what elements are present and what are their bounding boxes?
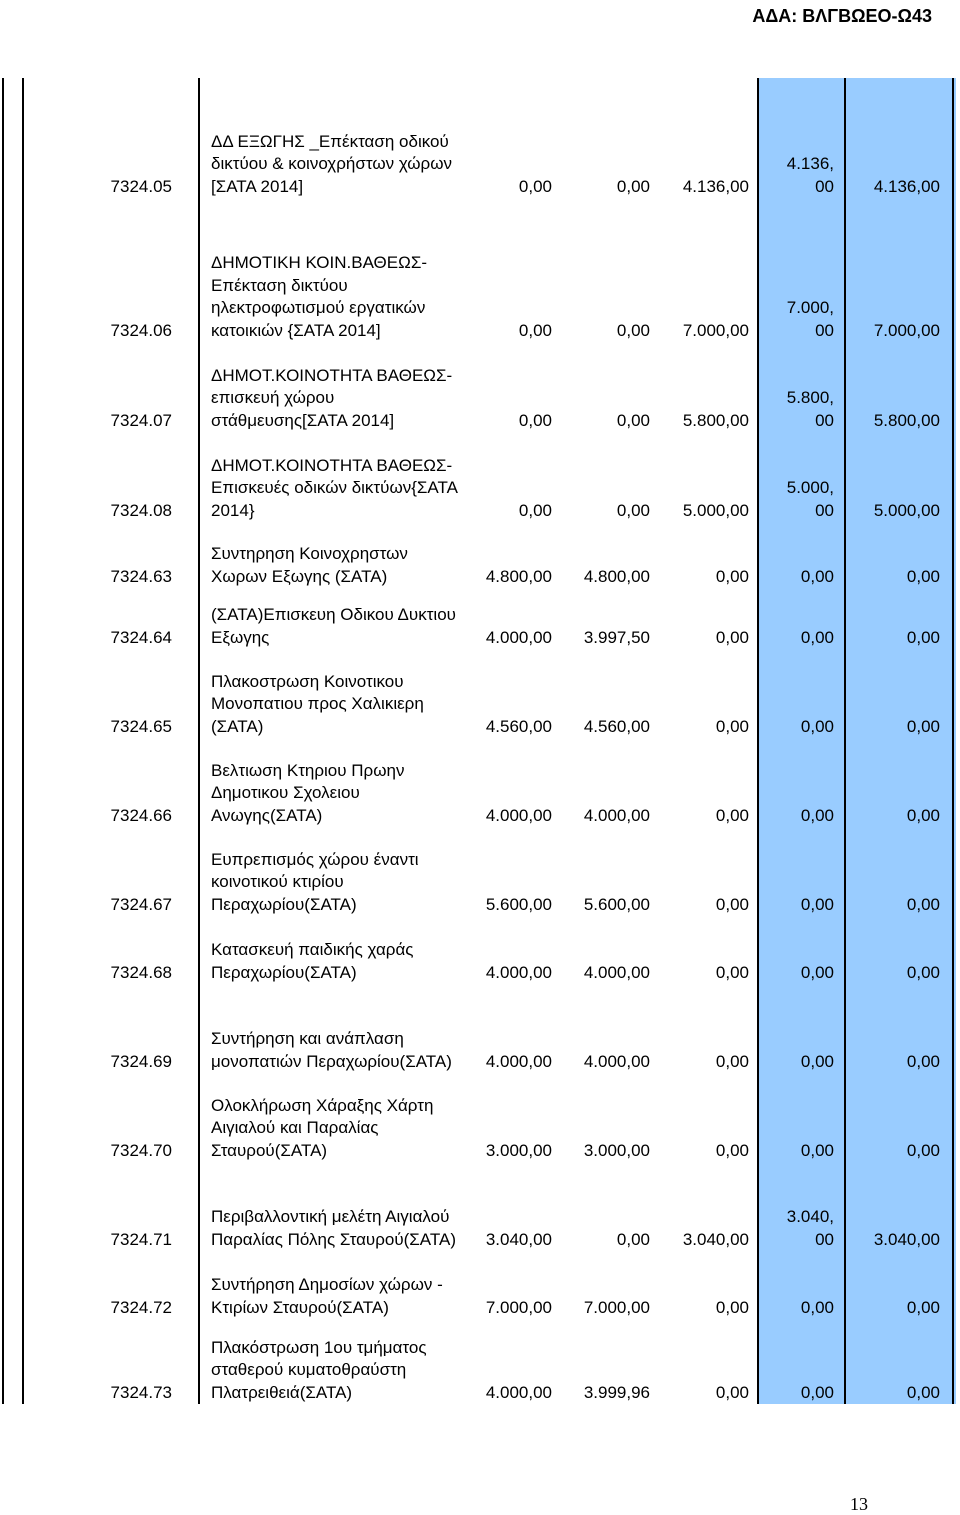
row-value-5: 0,00: [906, 962, 940, 982]
row-description: (ΣΑΤΑ)Επισκευη Οδικου Δυκτιου Εξωγης: [211, 605, 456, 647]
row-value-2: 0,00: [616, 176, 650, 196]
row-code: 7324.69: [110, 1051, 172, 1071]
row-value-1: 0,00: [518, 410, 552, 430]
row-value-3: 4.136,00: [682, 176, 749, 196]
row-value-1: 5.600,00: [485, 894, 552, 914]
row-value-1: 4.000,00: [485, 627, 552, 647]
table-row: [0, 827, 956, 916]
row-description: Κατασκευή παιδικής χαράς Περαχωρίου(ΣΑΤΑ): [211, 940, 414, 982]
row-value-1: 3.040,00: [485, 1229, 552, 1249]
row-value-3: 0,00: [715, 1382, 749, 1402]
table-row: [0, 198, 956, 342]
row-code: 7324.68: [110, 962, 172, 982]
row-value-1: 3.000,00: [485, 1140, 552, 1160]
row-value-5: 0,00: [906, 1051, 940, 1071]
page-number: 13: [850, 1494, 868, 1514]
table-row: [0, 1162, 956, 1251]
table-row: [0, 738, 956, 827]
table-row: [0, 522, 956, 588]
row-value-4: 5.000, 00: [786, 478, 834, 520]
row-code: 7324.06: [110, 320, 172, 340]
table-row: [0, 1073, 956, 1162]
row-description: Συντηρηση Κοινοχρηστων Χωρων Εξωγης (ΣΑΤΑ): [211, 544, 408, 586]
row-value-2: 0,00: [616, 1229, 650, 1249]
row-description: Πλακόστρωση 1ου τμήματος σταθερού κυματοθραύστη Πλατρειθειά(ΣΑΤΑ): [211, 1337, 427, 1402]
row-description: Συντήρηση Δημοσίων χώρων - Κτιρίων Σταυρού(ΣΑΤΑ): [211, 1275, 443, 1317]
row-code: 7324.05: [110, 176, 172, 196]
row-value-3: 0,00: [715, 805, 749, 825]
row-description: Ολοκλήρωση Χάραξης Χάρτη Αιγιαλού και Παραλίας Σταυρού(ΣΑΤΑ): [211, 1095, 434, 1160]
row-description: Συντήρηση και ανάπλαση μονοπατιών Περαχωρίου(ΣΑΤΑ): [211, 1029, 452, 1071]
row-value-3: 5.000,00: [682, 500, 749, 520]
row-value-4: 3.040, 00: [786, 1207, 834, 1249]
row-value-5: 0,00: [906, 894, 940, 914]
row-value-4: 0,00: [800, 566, 834, 586]
row-value-1: 0,00: [518, 500, 552, 520]
row-value-5: 0,00: [906, 1140, 940, 1160]
table-row: [0, 432, 956, 522]
table-row: [0, 342, 956, 432]
row-description: Ευπρεπισμός χώρου έναντι κοινοτικού κτιρίου Περαχωρίου(ΣΑΤΑ): [211, 849, 419, 914]
table-row: [0, 1251, 956, 1319]
row-value-2: 5.600,00: [583, 894, 650, 914]
row-description: Περιβαλλοντική μελέτη Αιγιαλού Παραλίας Πόλης Σταυρού(ΣΑΤΑ): [211, 1207, 456, 1249]
row-value-5: 5.800,00: [873, 410, 940, 430]
row-code: 7324.65: [110, 716, 172, 736]
row-value-2: 4.000,00: [583, 962, 650, 982]
row-code: 7324.73: [110, 1382, 172, 1402]
row-value-1: 4.000,00: [485, 805, 552, 825]
row-description: Βελτιωση Κτηριου Πρωην Δημοτικου Σχολειου Ανωγης(ΣΑΤΑ): [211, 760, 405, 825]
row-value-4: 0,00: [800, 716, 834, 736]
row-value-3: 5.800,00: [682, 410, 749, 430]
row-value-1: 4.560,00: [485, 716, 552, 736]
row-value-5: 0,00: [906, 1382, 940, 1402]
row-value-2: 4.800,00: [583, 566, 650, 586]
row-value-2: 0,00: [616, 410, 650, 430]
row-value-1: 4.800,00: [485, 566, 552, 586]
row-value-4: 0,00: [800, 1051, 834, 1071]
row-value-2: 0,00: [616, 320, 650, 340]
row-value-2: 7.000,00: [583, 1297, 650, 1317]
row-value-1: 0,00: [518, 176, 552, 196]
table-row: [0, 649, 956, 738]
row-description: ΔΗΜΟΤ.ΚΟΙΝΟΤΗΤΑ ΒΑΘΕΩΣ- Επισκευές οδικών δικτύων{ΣΑΤΑ 2014}: [211, 455, 458, 520]
row-description: ΔΗΜΟΤΙΚΗ ΚΟΙΝ.ΒΑΘΕΩΣ- Επέκταση δικτύου ηλεκτροφωτισμού εργατικών κατοικιών {ΣΑΤΑ 2014]: [211, 253, 427, 340]
row-value-4: 0,00: [800, 1382, 834, 1402]
row-code: 7324.63: [110, 566, 172, 586]
row-value-4: 0,00: [800, 1140, 834, 1160]
row-code: 7324.64: [110, 627, 172, 647]
row-value-5: 5.000,00: [873, 500, 940, 520]
row-value-2: 4.000,00: [583, 1051, 650, 1071]
budget-table: [0, 78, 956, 1404]
row-value-4: 0,00: [800, 962, 834, 982]
table-row: [0, 588, 956, 649]
row-code: 7324.66: [110, 805, 172, 825]
row-value-3: 0,00: [715, 627, 749, 647]
row-value-4: 0,00: [800, 805, 834, 825]
row-value-2: 3.999,96: [583, 1382, 650, 1402]
row-value-5: 4.136,00: [873, 176, 940, 196]
row-value-5: 3.040,00: [873, 1229, 940, 1249]
row-code: 7324.71: [110, 1229, 172, 1249]
row-value-3: 0,00: [715, 894, 749, 914]
row-value-4: 4.136, 00: [786, 154, 834, 196]
row-value-3: 0,00: [715, 1051, 749, 1071]
row-value-2: 0,00: [616, 500, 650, 520]
row-value-1: 0,00: [518, 320, 552, 340]
row-value-4: 0,00: [800, 627, 834, 647]
ada-code: ΑΔΑ: ΒΛΓΒΩΕΟ-Ω43: [752, 6, 932, 26]
row-value-2: 3.000,00: [583, 1140, 650, 1160]
row-value-3: 3.040,00: [682, 1229, 749, 1249]
row-description: ΔΗΜΟΤ.ΚΟΙΝΟΤΗΤΑ ΒΑΘΕΩΣ- επισκευή χώρου στάθμευσης[ΣΑΤΑ 2014]: [211, 365, 453, 430]
row-value-5: 0,00: [906, 627, 940, 647]
row-code: 7324.07: [110, 410, 172, 430]
row-code: 7324.08: [110, 500, 172, 520]
row-value-5: 0,00: [906, 566, 940, 586]
row-value-5: 0,00: [906, 1297, 940, 1317]
row-value-3: 0,00: [715, 1297, 749, 1317]
row-value-5: 7.000,00: [873, 320, 940, 340]
row-value-2: 4.560,00: [583, 716, 650, 736]
row-value-3: 7.000,00: [682, 320, 749, 340]
row-value-4: 0,00: [800, 1297, 834, 1317]
row-value-1: 7.000,00: [485, 1297, 552, 1317]
row-description: Πλακοστρωση Κοινοτικου Μονοπατιου προς Χαλικιερη (ΣΑΤΑ): [211, 671, 424, 736]
row-value-2: 4.000,00: [583, 805, 650, 825]
row-value-2: 3.997,50: [583, 627, 650, 647]
row-description: ΔΔ ΕΞΩΓΗΣ _Επέκταση οδικού δικτύου & κοινοχρήστων χώρων [ΣΑΤΑ 2014]: [211, 131, 453, 196]
row-value-3: 0,00: [715, 716, 749, 736]
row-value-1: 4.000,00: [485, 1382, 552, 1402]
row-code: 7324.72: [110, 1297, 172, 1317]
row-value-4: 0,00: [800, 894, 834, 914]
table-row: [0, 78, 956, 198]
row-value-5: 0,00: [906, 716, 940, 736]
row-value-4: 5.800, 00: [786, 388, 834, 430]
row-code: 7324.70: [110, 1140, 172, 1160]
row-value-1: 4.000,00: [485, 962, 552, 982]
table-row: [0, 916, 956, 984]
row-value-3: 0,00: [715, 1140, 749, 1160]
row-value-1: 4.000,00: [485, 1051, 552, 1071]
row-code: 7324.67: [110, 894, 172, 914]
row-value-5: 0,00: [906, 805, 940, 825]
row-value-4: 7.000, 00: [786, 298, 834, 340]
row-value-3: 0,00: [715, 962, 749, 982]
row-value-3: 0,00: [715, 566, 749, 586]
table-row: [0, 1319, 956, 1404]
table-row: [0, 984, 956, 1073]
